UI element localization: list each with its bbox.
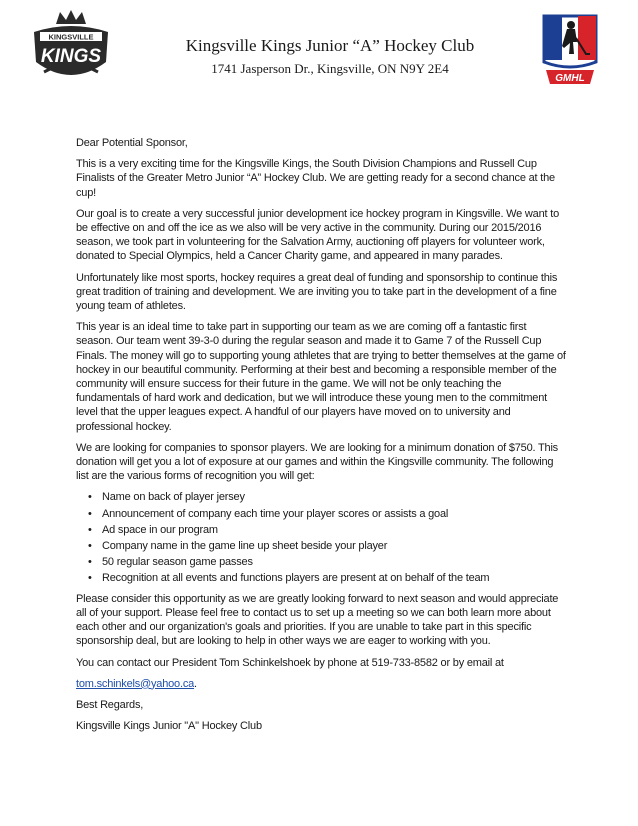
gmhl-logo <box>540 12 600 92</box>
signature: Kingsville Kings Junior "A" Hockey Club <box>76 720 262 733</box>
paragraph-sponsorship: We are looking for companies to sponsor players. We are looking for a minimum donation of $750. This donation will get you a lot of exposure at our games and within the Kingsville community. The following list are the various forms of recognition you will get: <box>76 441 558 483</box>
paragraph-contact: You can contact our President Tom Schinkelshoek by phone at 519-733-8582 or by email at <box>76 656 504 669</box>
list-item: • Ad space in our program <box>102 523 566 537</box>
paragraph-funding: Unfortunately like most sports, hockey requires a great deal of funding and sponsorship to continue this great tradition of training and development. We are inviting you to take part in the development of a fine young team of athletes. <box>76 271 558 313</box>
paragraph-goal: Our goal is to create a very successful junior development ice hockey program in Kingsville. We want to be effective on and off the ice as we also will be very active in the community. During our 2015/2016 season, we took part in volunteering for the Salvation Army, auctioning off players for volunteer work, donated to Special Olympics, held a Cancer Charity game, and appeared in many parades. <box>76 207 559 263</box>
list-item: • Company name in the game line up sheet beside your player <box>102 539 566 553</box>
benefits-list <box>76 490 566 585</box>
email-link[interactable]: tom.schinkels@yahoo.ca <box>76 677 195 690</box>
list-item: • 50 regular season game passes <box>102 555 566 569</box>
email-period: . <box>194 677 197 690</box>
list-item: • Recognition at all events and functions players are present at on behalf of the team <box>102 571 566 585</box>
club-name-heading: Kingsville Kings Junior “A” Hockey Club <box>185 36 475 55</box>
email-line <box>76 677 566 691</box>
kingsville-kings-logo <box>26 10 116 86</box>
logo-banner-text: KINGSVILLE <box>48 32 94 42</box>
list-item: • Announcement of company each time your player scores or assists a goal <box>102 507 566 521</box>
list-item: • Name on back of player jersey <box>102 490 566 504</box>
letter-body <box>76 136 566 740</box>
paragraph-season: This year is an ideal time to take part in supporting our team as we are coming off a fantastic first season. Our team went 39-3-0 during the regular season and made it to Game 7 of the Russell Cup Finals. The money will go to supporting young athletes that are trying to better themselves at the game of hockey in our beautiful community. Performing at their best and becoming a responsible member of the community will ensure success for their future in the game. We will not be only teaching the fundamentals of hard work and dedication, but we will introduce these young men to the commitment level that the upper leagues expect. A handful of our players have moved on to university and professional hockey. <box>76 321 566 433</box>
paragraph-intro: This is a very exciting time for the Kingsville Kings, the South Division Champions and Russell Cup Finalists of the Greater Metro Junior “A” Hockey Club. We are getting ready for a second chance at the cup! <box>76 158 555 199</box>
gmhl-logo-text: GMHL <box>555 73 585 84</box>
salutation: Dear Potential Sponsor, <box>76 137 188 149</box>
logo-name-text: KINGS <box>40 46 102 67</box>
paragraph-appeal: Please consider this opportunity as we are greatly looking forward to next season and would appreciate all of your support. Please feel free to contact us to set up a meeting so we can both learn more about each other and our organization's goals and priorities. If you are unable to take part in this specific sponsorship deal, but are looking to help in other ways we are eager to working with you. <box>76 592 559 648</box>
closing: Best Regards, <box>76 698 144 711</box>
club-address: 1741 Jasperson Dr., Kingsville, ON N9Y 2E4 <box>211 61 449 76</box>
